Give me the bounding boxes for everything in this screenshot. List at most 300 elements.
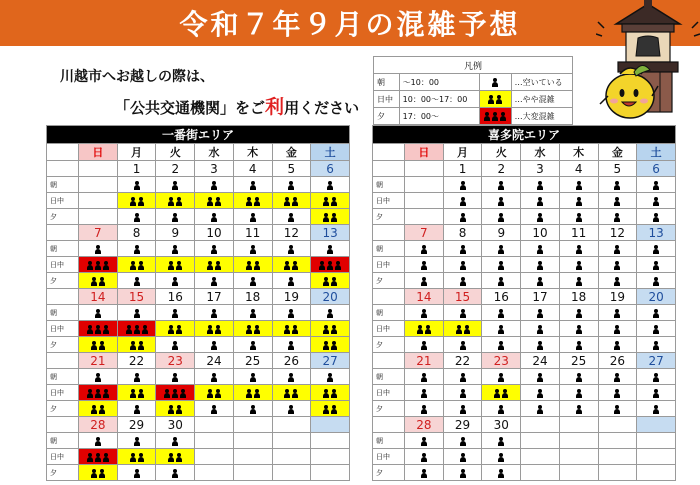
people-icon-group: [246, 389, 260, 398]
congestion-cell: [559, 465, 598, 481]
person-icon: [103, 389, 109, 398]
person-icon: [460, 277, 466, 286]
legend-period: 日中: [374, 91, 400, 108]
congestion-cell: [195, 193, 234, 209]
period-label: 日中: [373, 385, 405, 401]
date-cell: 15: [117, 289, 156, 305]
congestion-cell: [117, 449, 156, 465]
legend-description: …空いている: [511, 74, 572, 91]
congestion-cell: [482, 337, 521, 353]
notice-tail: 用ください: [284, 99, 360, 117]
person-icon: [250, 277, 256, 286]
person-icon: [494, 389, 500, 398]
person-icon: [576, 181, 582, 190]
date-cell: 13: [311, 225, 350, 241]
congestion-cell: [598, 305, 637, 321]
congestion-cell: [233, 177, 272, 193]
people-icon-group: [126, 325, 148, 334]
people-icon-group: [537, 213, 543, 222]
people-icon-group: [284, 261, 298, 270]
people-icon-group: [87, 325, 109, 334]
congestion-cell: [637, 321, 676, 337]
people-icon-group: [168, 197, 182, 206]
person-icon: [496, 95, 502, 104]
congestion-cell: [117, 321, 156, 337]
people-icon-group: [456, 325, 470, 334]
person-icon: [134, 181, 140, 190]
congestion-cell: [482, 401, 521, 417]
person-icon: [460, 453, 466, 462]
person-icon: [323, 341, 329, 350]
congestion-cell: [79, 321, 118, 337]
weekday-header: 土: [311, 144, 350, 161]
people-icon-group: [498, 325, 504, 334]
congestion-cell: [79, 257, 118, 273]
congestion-cell: [156, 321, 195, 337]
people-icon-group: [172, 277, 178, 286]
congestion-cell: [405, 385, 444, 401]
people-icon-group: [421, 453, 427, 462]
congestion-cell: [311, 257, 350, 273]
person-icon: [168, 325, 174, 334]
person-icon: [254, 325, 260, 334]
person-icon: [421, 373, 427, 382]
people-icon-group: [211, 245, 217, 254]
person-icon: [95, 453, 101, 462]
person-icon: [488, 95, 494, 104]
date-cell: [521, 417, 560, 433]
date-cell: 19: [598, 289, 637, 305]
date-cell: 3: [195, 161, 234, 177]
people-icon-group: [168, 325, 182, 334]
date-row-spacer: [373, 225, 405, 241]
person-icon: [207, 261, 213, 270]
people-icon-group: [614, 197, 620, 206]
person-icon: [250, 245, 256, 254]
person-icon: [134, 213, 140, 222]
congestion-cell: [195, 465, 234, 481]
person-icon: [331, 405, 337, 414]
people-icon-group: [250, 181, 256, 190]
person-icon: [292, 325, 298, 334]
person-icon: [288, 277, 294, 286]
date-cell: [272, 417, 311, 433]
congestion-cell: [272, 433, 311, 449]
people-icon-group: [653, 277, 659, 286]
people-icon-group: [327, 373, 333, 382]
person-icon: [211, 277, 217, 286]
people-icon-group: [537, 197, 543, 206]
congestion-cell: [405, 449, 444, 465]
congestion-cell: [272, 337, 311, 353]
person-icon: [138, 341, 144, 350]
person-icon: [331, 389, 337, 398]
congestion-cell: [482, 177, 521, 193]
person-icon: [87, 389, 93, 398]
person-icon: [323, 197, 329, 206]
people-icon-group: [488, 95, 502, 104]
people-icon-group: [288, 213, 294, 222]
congestion-cell: [637, 449, 676, 465]
person-icon: [323, 213, 329, 222]
people-icon-group: [421, 469, 427, 478]
people-icon-group: [211, 373, 217, 382]
notice-bracket-open: 「: [114, 98, 131, 117]
congestion-cell: [79, 337, 118, 353]
person-icon: [134, 309, 140, 318]
congestion-cell: [521, 401, 560, 417]
period-label: 日中: [373, 257, 405, 273]
people-icon-group: [492, 78, 498, 87]
congestion-cell: [482, 465, 521, 481]
date-cell: 4: [233, 161, 272, 177]
congestion-cell: [443, 449, 482, 465]
person-icon: [498, 325, 504, 334]
people-icon-group: [246, 325, 260, 334]
person-icon: [211, 213, 217, 222]
congestion-cell: [637, 465, 676, 481]
date-cell: 24: [521, 353, 560, 369]
congestion-cell: [233, 209, 272, 225]
people-icon-group: [421, 341, 427, 350]
person-icon: [614, 181, 620, 190]
date-cell: 24: [195, 353, 234, 369]
person-icon: [138, 261, 144, 270]
period-label: 夕: [373, 337, 405, 353]
people-icon-group: [134, 309, 140, 318]
people-icon-group: [246, 261, 260, 270]
congestion-cell: [156, 337, 195, 353]
person-icon: [653, 245, 659, 254]
person-icon: [103, 261, 109, 270]
people-icon-group: [207, 261, 221, 270]
person-icon: [498, 341, 504, 350]
person-icon: [168, 261, 174, 270]
congestion-cell: [482, 273, 521, 289]
person-icon: [576, 341, 582, 350]
person-icon: [246, 261, 252, 270]
congestion-cell: [598, 337, 637, 353]
people-icon-group: [323, 277, 337, 286]
congestion-cell: [156, 433, 195, 449]
congestion-cell: [233, 433, 272, 449]
congestion-cell: [521, 337, 560, 353]
congestion-cell: [637, 337, 676, 353]
date-cell: [311, 417, 350, 433]
people-icon-group: [211, 181, 217, 190]
date-cell: [79, 161, 118, 177]
people-icon-group: [250, 277, 256, 286]
people-icon-group: [288, 181, 294, 190]
congestion-cell: [559, 257, 598, 273]
person-icon: [246, 197, 252, 206]
people-icon-group: [327, 181, 333, 190]
congestion-cell: [598, 369, 637, 385]
people-icon-group: [576, 389, 582, 398]
person-icon: [134, 437, 140, 446]
congestion-cell: [195, 241, 234, 257]
people-icon-group: [537, 405, 543, 414]
people-icon-group: [130, 341, 144, 350]
person-icon: [288, 373, 294, 382]
person-icon: [250, 341, 256, 350]
people-icon-group: [250, 213, 256, 222]
person-icon: [331, 277, 337, 286]
congestion-cell: [79, 385, 118, 401]
congestion-cell: [79, 369, 118, 385]
person-icon: [250, 373, 256, 382]
congestion-cell: [482, 449, 521, 465]
people-icon-group: [288, 309, 294, 318]
period-label: 夕: [47, 337, 79, 353]
person-icon: [142, 325, 148, 334]
people-icon-group: [460, 389, 466, 398]
weekday-header: 水: [195, 144, 234, 161]
people-icon-group: [134, 213, 140, 222]
congestion-cell: [559, 433, 598, 449]
person-icon: [95, 261, 101, 270]
date-cell: 12: [598, 225, 637, 241]
people-icon-group: [576, 181, 582, 190]
period-label: 朝: [373, 305, 405, 321]
period-label: 日中: [47, 193, 79, 209]
person-icon: [134, 245, 140, 254]
person-icon: [172, 373, 178, 382]
people-icon-group: [653, 213, 659, 222]
congestion-cell: [272, 465, 311, 481]
people-icon-group: [323, 325, 337, 334]
date-cell: 4: [559, 161, 598, 177]
person-icon: [138, 197, 144, 206]
person-icon: [211, 341, 217, 350]
people-icon-group: [576, 341, 582, 350]
congestion-cell: [521, 273, 560, 289]
period-label: 日中: [47, 449, 79, 465]
congestion-cell: [521, 241, 560, 257]
date-cell: [637, 417, 676, 433]
congestion-cell: [233, 449, 272, 465]
person-icon: [211, 405, 217, 414]
person-icon: [207, 389, 213, 398]
person-icon: [284, 197, 290, 206]
congestion-cell: [79, 209, 118, 225]
date-cell: 23: [482, 353, 521, 369]
person-icon: [215, 389, 221, 398]
date-cell: [598, 417, 637, 433]
person-icon: [460, 181, 466, 190]
weekday-header: 火: [482, 144, 521, 161]
congestion-cell: [405, 305, 444, 321]
person-icon: [417, 325, 423, 334]
notice-line-1: 川越市へお越しの際は、: [60, 69, 214, 85]
person-icon: [576, 245, 582, 254]
congestion-cell: [233, 369, 272, 385]
congestion-cell: [311, 385, 350, 401]
person-icon: [498, 181, 504, 190]
person-icon: [172, 245, 178, 254]
person-icon: [319, 261, 325, 270]
person-icon: [498, 245, 504, 254]
person-icon: [498, 309, 504, 318]
legend-time: 10：00～17：00: [399, 91, 479, 108]
date-cell: 7: [405, 225, 444, 241]
person-icon: [537, 309, 543, 318]
people-icon-group: [498, 469, 504, 478]
person-icon: [484, 112, 490, 121]
person-icon: [498, 197, 504, 206]
congestion-cell: [443, 385, 482, 401]
person-icon: [130, 389, 136, 398]
person-icon: [168, 197, 174, 206]
person-icon: [653, 389, 659, 398]
congestion-cell: [521, 209, 560, 225]
congestion-cell: [156, 273, 195, 289]
period-label: 日中: [47, 321, 79, 337]
people-icon-group: [284, 389, 298, 398]
people-icon-group: [498, 309, 504, 318]
people-icon-group: [614, 325, 620, 334]
congestion-cell: [443, 433, 482, 449]
congestion-cell: [311, 401, 350, 417]
person-icon: [211, 373, 217, 382]
person-icon: [421, 245, 427, 254]
person-icon: [95, 389, 101, 398]
people-icon-group: [498, 181, 504, 190]
date-cell: 22: [443, 353, 482, 369]
person-icon: [168, 405, 174, 414]
person-icon: [134, 325, 140, 334]
congestion-cell: [156, 209, 195, 225]
congestion-cell: [521, 449, 560, 465]
people-icon-group: [134, 181, 140, 190]
date-row-spacer: [373, 161, 405, 177]
person-icon: [130, 341, 136, 350]
people-icon-group: [91, 405, 105, 414]
congestion-cell: [233, 305, 272, 321]
people-icon-group: [498, 453, 504, 462]
congestion-cell: [559, 401, 598, 417]
people-icon-group: [653, 309, 659, 318]
person-icon: [207, 325, 213, 334]
people-icon-group: [653, 197, 659, 206]
congestion-cell: [598, 273, 637, 289]
people-icon-group: [95, 373, 101, 382]
person-icon: [537, 405, 543, 414]
date-cell: 21: [79, 353, 118, 369]
people-icon-group: [87, 453, 109, 462]
person-icon: [288, 213, 294, 222]
people-icon-group: [653, 181, 659, 190]
period-label: 日中: [47, 385, 79, 401]
date-cell: 5: [272, 161, 311, 177]
people-icon-group: [460, 277, 466, 286]
congestion-cell: [79, 193, 118, 209]
people-icon-group: [172, 469, 178, 478]
people-icon-group: [130, 261, 144, 270]
people-icon-group: [323, 341, 337, 350]
people-icon-group: [576, 213, 582, 222]
congestion-cell: [443, 193, 482, 209]
date-row-spacer: [47, 289, 79, 305]
person-icon: [134, 405, 140, 414]
congestion-cell: [521, 465, 560, 481]
person-icon: [614, 373, 620, 382]
legend-title: 凡例: [374, 57, 573, 74]
people-icon-group: [460, 341, 466, 350]
weekday-header: 土: [637, 144, 676, 161]
notice-bracket-close: 」をご: [220, 99, 266, 117]
mascot-bell-tower-character: [596, 0, 700, 128]
weekday-header: 金: [272, 144, 311, 161]
person-icon: [126, 325, 132, 334]
person-icon: [284, 325, 290, 334]
date-cell: 23: [156, 353, 195, 369]
congestion-cell: [559, 321, 598, 337]
congestion-cell: [482, 321, 521, 337]
person-icon: [327, 181, 333, 190]
weekday-header: 木: [233, 144, 272, 161]
people-icon-group: [653, 261, 659, 270]
person-icon: [614, 213, 620, 222]
congestion-cell: [443, 273, 482, 289]
person-icon: [576, 325, 582, 334]
person-icon: [176, 197, 182, 206]
congestion-cell: [637, 273, 676, 289]
people-icon-group: [460, 245, 466, 254]
congestion-cell: [637, 257, 676, 273]
people-icon-group: [95, 245, 101, 254]
people-icon-group: [576, 309, 582, 318]
person-icon: [323, 325, 329, 334]
people-icon-group: [172, 373, 178, 382]
people-icon-group: [288, 277, 294, 286]
period-label: 朝: [373, 241, 405, 257]
people-icon-group: [95, 437, 101, 446]
congestion-cell: [272, 305, 311, 321]
congestion-cell: [637, 401, 676, 417]
person-icon: [614, 325, 620, 334]
congestion-cell: [79, 465, 118, 481]
date-cell: 19: [272, 289, 311, 305]
date-cell: 28: [79, 417, 118, 433]
congestion-cell: [79, 273, 118, 289]
calendar-ichibangai: [46, 125, 350, 481]
person-icon: [91, 469, 97, 478]
notice-red-char: 利: [265, 96, 285, 118]
period-label: 日中: [373, 193, 405, 209]
congestion-cell: [443, 209, 482, 225]
congestion-cell: [311, 241, 350, 257]
congestion-cell: [405, 177, 444, 193]
people-icon-group: [537, 373, 543, 382]
people-icon-group: [460, 469, 466, 478]
date-cell: 8: [117, 225, 156, 241]
people-icon-group: [421, 405, 427, 414]
period-label: 朝: [47, 305, 79, 321]
congestion-cell: [443, 369, 482, 385]
congestion-cell: [117, 465, 156, 481]
people-icon-group: [460, 261, 466, 270]
person-icon: [614, 277, 620, 286]
period-label: 朝: [47, 241, 79, 257]
date-cell: 22: [117, 353, 156, 369]
people-icon-group: [653, 341, 659, 350]
person-icon: [87, 261, 93, 270]
person-icon: [498, 437, 504, 446]
people-icon-group: [250, 405, 256, 414]
congestion-cell: [156, 241, 195, 257]
people-icon-group: [537, 341, 543, 350]
